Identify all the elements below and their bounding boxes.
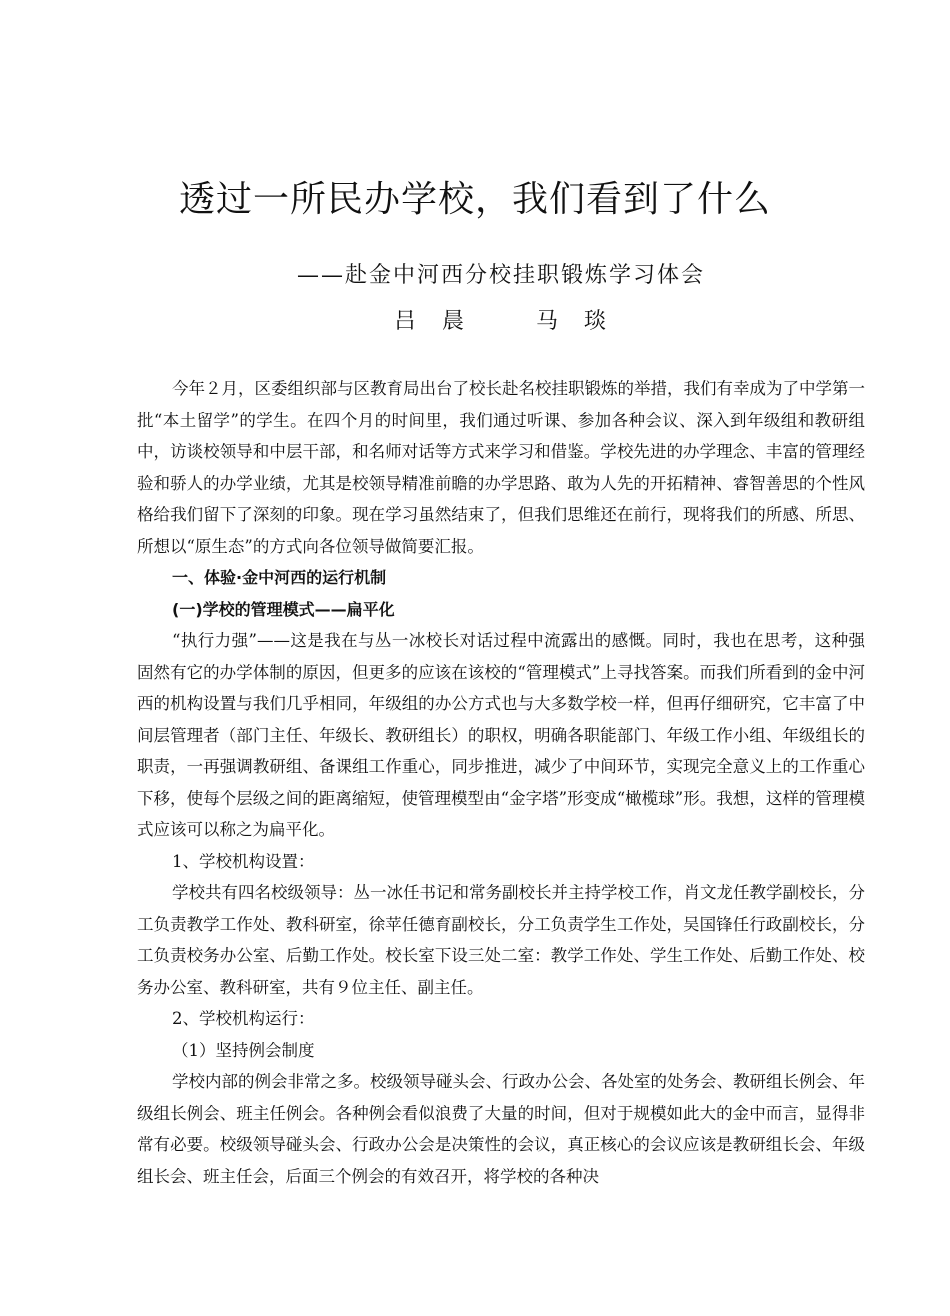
- document-title: 透过一所民办学校，我们看到了什么: [178, 179, 771, 220]
- authors-line: [0, 302, 950, 342]
- item-subheading: （1）坚持例会制度: [172, 1040, 315, 1060]
- subsection-heading: (一)学校的管理模式——扁平化: [172, 599, 395, 619]
- item-heading: 2、学校机构运行：: [172, 1009, 315, 1028]
- item-heading: 1、学校机构设置：: [172, 851, 315, 871]
- author-char: 马: [536, 309, 561, 334]
- document-body: [137, 373, 865, 1192]
- body-paragraph: 学校内部的例会非常之多。校级领导碰头会、行政办公会、各处室的处务会、教研组长例会、年级组长例会、班主任例会。各种例会看似浪费了大量的时间，但对于规模如此大的金中而言，显得非常有必要。校级领导碰头会、行政办公会是决策性的会议，真正核心的会议应该是教研组长会、年级组长会、班主任会，后面三个例会的有效召开，将学校的各种决: [137, 1072, 865, 1186]
- author-char: 晨: [441, 309, 466, 334]
- section-heading: 一、体验·金中河西的运行机制: [172, 568, 387, 587]
- document-subtitle: ——赴金中河西分校挂职锻炼学习体会: [296, 263, 705, 288]
- body-paragraph: “执行力强”——这是我在与丛一冰校长对话过程中流露出的感慨。同时，我也在思考，这种强固然有它的办学体制的原因，但更多的应该在该校的“管理模式”上寻找答案。而我们所看到的金中河西的机构设置与我们几乎相同，年级组的办公方式也与大多数学校一样，但再仔细研究，它丰富了中间层管理者（部门主任、年级长、教研组长）的职权，明确各职能部门、年级工作小组、年级组长的职责，一再强调教研组、备课组工作重心，同步推进，减少了中间环节，实现完全意义上的工作重心下移，使每个层级之间的距离缩短，使管理模型由“金字塔”形变成“橄榄球”形。我想，这样的管理模式应该可以称之为扁平化。: [137, 631, 865, 839]
- author-char: 琰: [584, 309, 609, 334]
- intro-paragraph: 今年２月，区委组织部与区教育局出台了校长赴名校挂职锻炼的举措，我们有幸成为了中学第一批“本土留学”的学生。在四个月的时间里，我们通过听课、参加各种会议、深入到年级组和教研组中，访谈校领导和中层干部，和名师对话等方式来学习和借鉴。学校先进的办学理念、丰富的管理经验和骄人的办学业绩，尤其是校领导精准前瞻的办学思路、敢为人先的开拓精神、睿智善思的个性风格给我们留下了深刻的印象。现在学习虽然结束了，但我们思维还在前行，现将我们的所感、所思、所想以“原生态”的方式向各位领导做简要汇报。: [137, 379, 865, 556]
- body-paragraph: 学校共有四名校级领导：丛一冰任书记和常务副校长并主持学校工作，肖文龙任教学副校长，分工负责教学工作处、教科研室，徐苹任德育副校长，分工负责学生工作处，吴国锋任行政副校长，分工负责校务办公室、后勤工作处。校长室下设三处二室：教学工作处、学生工作处、后勤工作处、校务办公室、教科研室，共有９位主任、副主任。: [137, 883, 865, 997]
- author-char: 吕: [393, 309, 418, 334]
